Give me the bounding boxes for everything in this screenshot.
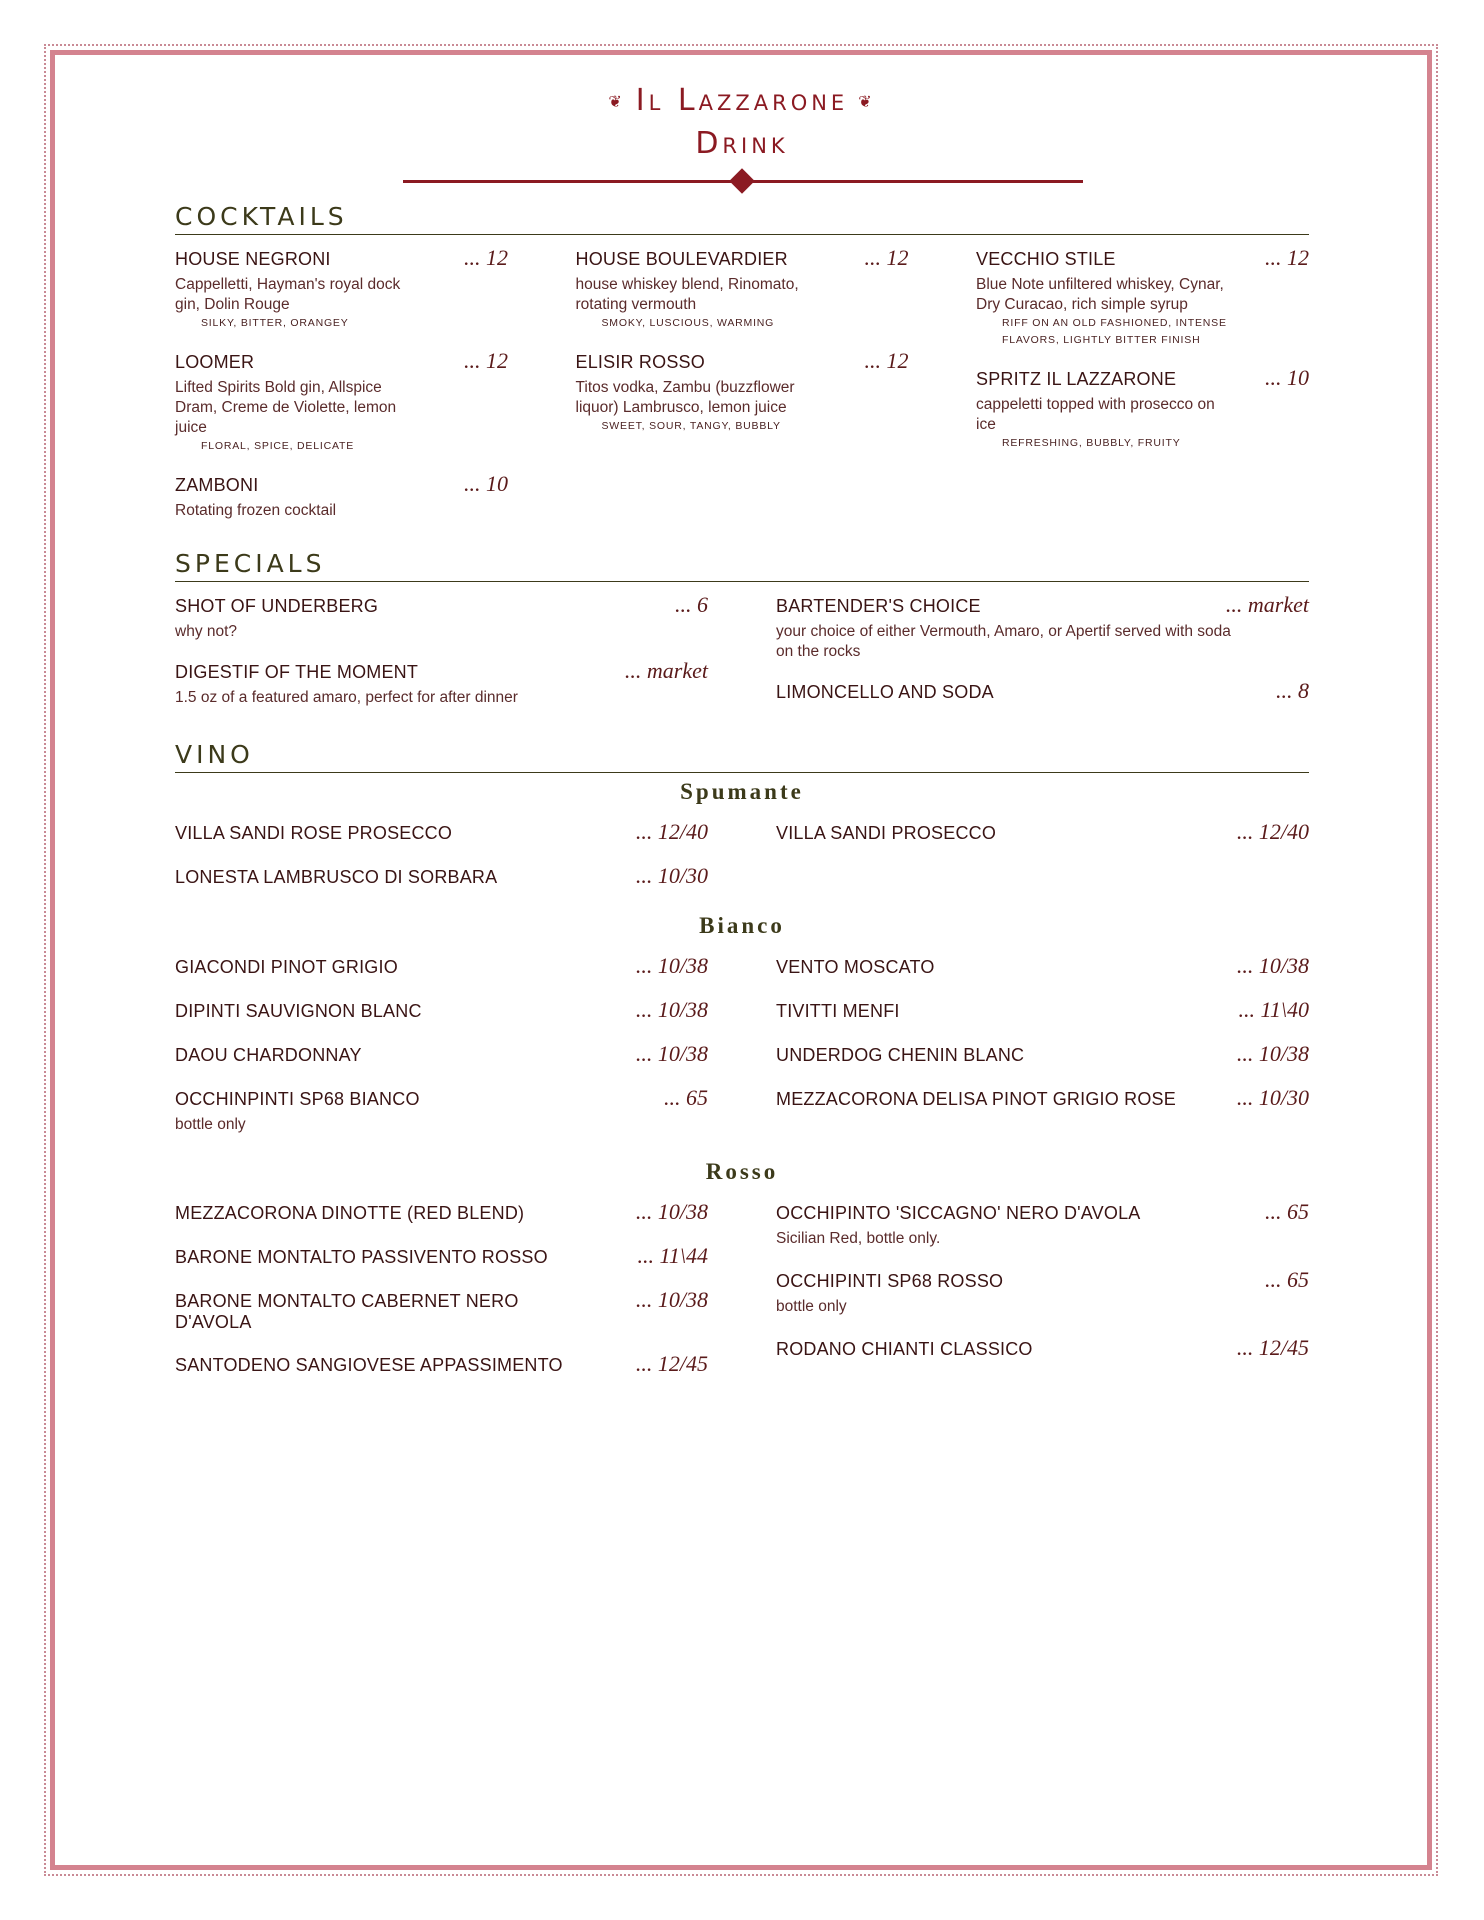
item-price: ... 12/45	[635, 1351, 708, 1376]
menu-item	[576, 348, 909, 435]
item-price: ... 10/38	[635, 1199, 708, 1224]
item-row	[175, 1243, 708, 1269]
item-description: Titos vodka, Zambu (buzzflower liquor) Lambrusco, lemon juice	[575, 379, 795, 416]
item-name: OCCHINPINTI SP68 BIANCO	[175, 1089, 420, 1109]
special-column	[776, 592, 1309, 724]
item-price: ... 12	[464, 245, 508, 270]
item-description: Sicilian Red, bottle only.	[776, 1230, 941, 1247]
menu-item	[976, 365, 1309, 452]
item-description: house whiskey blend, Rinomato, rotating vermouth	[575, 276, 799, 313]
item-row	[776, 1267, 1309, 1293]
wine-column	[776, 1199, 1309, 1395]
vino-section	[175, 740, 1309, 1395]
item-price: ... 12	[864, 245, 909, 270]
item-price: ... 10/30	[635, 863, 708, 888]
item-name: VILLA SANDI ROSE PROSECCO	[175, 823, 453, 843]
wine-column	[175, 953, 708, 1153]
item-price: ... 12	[1265, 245, 1309, 270]
item-row	[576, 348, 909, 374]
menu-content	[175, 76, 1309, 1395]
diamond-ornament-icon	[729, 168, 754, 193]
item-name: MEZZACORONA DINOTTE (RED BLEND)	[175, 1203, 525, 1223]
item-row	[776, 592, 1309, 618]
item-price: ... market	[624, 658, 708, 683]
item-tasting-notes: RIFF ON AN OLD FASHIONED, INTENSE FLAVORS, LIGHTLY BITTER FINISH	[1002, 317, 1227, 346]
menu-item	[175, 1287, 708, 1333]
item-price: ... 12/40	[635, 819, 708, 844]
item-name: DIGESTIF OF THE MOMENT	[175, 662, 419, 682]
menu-item	[576, 245, 909, 332]
wine-column	[776, 953, 1309, 1153]
menu-item	[175, 348, 508, 455]
item-name: UNDERDOG CHENIN BLANC	[776, 1045, 1025, 1065]
item-price: ... 11\44	[637, 1243, 708, 1268]
wine-columns	[175, 953, 1309, 1153]
item-name: LIMONCELLO AND SODA	[776, 682, 994, 702]
item-name: BARONE MONTALTO CABERNET NERO D'AVOLA	[175, 1291, 519, 1332]
menu-item	[776, 1199, 1309, 1249]
item-name: RODANO CHIANTI CLASSICO	[776, 1339, 1033, 1359]
item-row	[175, 1199, 708, 1225]
menu-item	[175, 997, 708, 1023]
item-price: ... 10	[1265, 365, 1309, 390]
item-price: ... 10/38	[635, 1041, 708, 1066]
item-name: HOUSE NEGRONI	[175, 249, 331, 269]
item-name: BARONE MONTALTO PASSIVENTO ROSSO	[175, 1247, 548, 1267]
item-name: DIPINTI SAUVIGNON BLANC	[175, 1001, 422, 1021]
item-price: ... 10/38	[1236, 1041, 1309, 1066]
item-price: ... 6	[675, 592, 708, 617]
menu-item	[776, 997, 1309, 1023]
item-row	[776, 678, 1309, 704]
item-name: MEZZACORONA DELISA PINOT GRIGIO ROSE	[776, 1089, 1176, 1109]
wine-group	[175, 779, 1309, 907]
menu-item	[776, 592, 1309, 662]
menu-item	[175, 863, 708, 889]
item-row	[776, 819, 1309, 845]
wine-groups	[175, 779, 1309, 1395]
item-name: TIVITTI MENFI	[776, 1001, 900, 1021]
wine-group-title: Spumante	[680, 779, 804, 804]
menu-item	[776, 1041, 1309, 1067]
item-name: HOUSE BOULEVARDIER	[575, 249, 788, 269]
wine-columns	[175, 819, 1309, 907]
special-column	[175, 592, 708, 724]
item-name: SHOT OF UNDERBERG	[175, 596, 379, 616]
item-row	[776, 1085, 1309, 1111]
item-name: BARTENDER'S CHOICE	[776, 596, 981, 616]
item-row	[175, 1041, 708, 1067]
item-name: VILLA SANDI PROSECCO	[776, 823, 997, 843]
item-name: SPRITZ IL LAZZARONE	[976, 369, 1177, 389]
wine-group	[175, 913, 1309, 1153]
item-name: OCCHIPINTI SP68 ROSSO	[776, 1271, 1004, 1291]
item-price: ... 8	[1276, 678, 1309, 703]
item-name: VENTO MOSCATO	[776, 957, 935, 977]
item-description: Lifted Spirits Bold gin, Allspice Dram, Creme de Violette, lemon juice	[175, 379, 397, 436]
item-description: Blue Note unfiltered whiskey, Cynar, Dry Curacao, rich simple syrup	[976, 276, 1224, 313]
item-row	[776, 1041, 1309, 1067]
ornament-left-icon: ❦	[608, 91, 626, 111]
menu-item	[175, 1243, 708, 1269]
item-description: cappeletti topped with prosecco on ice	[976, 396, 1215, 433]
item-price: ... 12	[864, 348, 909, 373]
menu-item	[175, 953, 708, 979]
section-title: VINO	[175, 740, 1309, 773]
menu-header	[175, 84, 1309, 194]
item-name: LONESTA LAMBRUSCO DI SORBARA	[175, 867, 498, 887]
item-name: DAOU CHARDONNAY	[175, 1045, 362, 1065]
item-description: Rotating frozen cocktail	[175, 502, 337, 519]
item-price: ... 10/38	[1236, 953, 1309, 978]
item-row	[576, 245, 909, 271]
item-tasting-notes: REFRESHING, BUBBLY, FRUITY	[1002, 437, 1181, 449]
item-row	[976, 365, 1309, 391]
item-price: ... 11\40	[1238, 997, 1309, 1022]
menu-item	[776, 678, 1309, 704]
item-price: ... 12/40	[1236, 819, 1309, 844]
item-tasting-notes: SMOKY, LUSCIOUS, WARMING	[601, 317, 775, 329]
menu-item	[776, 1335, 1309, 1361]
menu-item	[776, 819, 1309, 845]
menu-item	[175, 1351, 708, 1377]
item-price: ... 10/38	[635, 953, 708, 978]
menu-item	[175, 1199, 708, 1225]
wine-group-title: Rosso	[705, 1159, 779, 1184]
item-row	[776, 1335, 1309, 1361]
wine-column	[776, 819, 1309, 907]
item-tasting-notes: SILKY, BITTER, ORANGEY	[201, 317, 349, 329]
special-columns	[175, 592, 1309, 724]
item-row	[175, 592, 708, 618]
item-price: ... market	[1225, 592, 1309, 617]
cocktails-section	[175, 202, 1309, 537]
menu-item	[175, 1085, 708, 1135]
item-row	[175, 997, 708, 1023]
menu-subtitle: Drink	[695, 125, 789, 161]
menu-item	[175, 245, 508, 332]
item-row	[776, 997, 1309, 1023]
menu-item	[776, 953, 1309, 979]
item-description: why not?	[175, 623, 238, 640]
menu-item	[175, 1041, 708, 1067]
wine-column	[175, 1199, 708, 1395]
item-row	[175, 1351, 708, 1377]
item-tasting-notes: SWEET, SOUR, TANGY, BUBBLY	[601, 420, 781, 432]
menu-item	[976, 245, 1309, 349]
menu-item	[175, 471, 508, 521]
item-name: OCCHIPINTO 'SICCAGNO' NERO D'AVOLA	[776, 1203, 1141, 1223]
item-name: GIACONDI PINOT GRIGIO	[175, 957, 398, 977]
item-row	[175, 1085, 708, 1111]
wine-group	[175, 1159, 1309, 1395]
item-tasting-notes: FLORAL, SPICE, DELICATE	[201, 440, 354, 452]
item-price: ... 10/38	[635, 997, 708, 1022]
item-row	[175, 1287, 708, 1333]
item-description: your choice of either Vermouth, Amaro, or Apertif served with soda on the rocks	[776, 623, 1231, 660]
item-row	[976, 245, 1309, 271]
wine-columns	[175, 1199, 1309, 1395]
menu-item	[175, 658, 708, 708]
item-price: ... 10	[464, 471, 508, 496]
item-name: SANTODENO SANGIOVESE APPASSIMENTO	[175, 1355, 563, 1375]
wine-column	[175, 819, 708, 907]
item-name: ELISIR ROSSO	[575, 352, 705, 372]
item-description: Cappelletti, Hayman's royal dock gin, Dolin Rouge	[175, 276, 401, 313]
wine-group-title: Bianco	[699, 913, 785, 938]
item-row	[776, 953, 1309, 979]
item-price: ... 65	[664, 1085, 708, 1110]
item-name: LOOMER	[175, 352, 255, 372]
ornament-right-icon: ❦	[858, 91, 876, 111]
cocktail-column	[175, 245, 508, 537]
restaurant-name: ❦ Il Lazzarone ❦	[608, 83, 876, 118]
menu-item	[175, 592, 708, 642]
item-row	[175, 953, 708, 979]
item-row	[175, 819, 708, 845]
item-description: bottle only	[776, 1298, 847, 1315]
cocktail-column	[576, 245, 909, 537]
section-title: COCKTAILS	[175, 202, 1309, 235]
item-name: ZAMBONI	[175, 475, 259, 495]
item-row	[175, 471, 508, 497]
item-price: ... 65	[1265, 1199, 1309, 1224]
menu-item	[175, 819, 708, 845]
item-name: VECCHIO STILE	[976, 249, 1116, 269]
item-row	[175, 863, 708, 889]
item-price: ... 65	[1265, 1267, 1309, 1292]
item-description: 1.5 oz of a featured amaro, perfect for after dinner	[175, 689, 518, 706]
item-price: ... 10/38	[635, 1287, 708, 1312]
item-price: ... 10/30	[1236, 1085, 1309, 1110]
menu-item	[776, 1267, 1309, 1317]
item-row	[776, 1199, 1309, 1225]
item-row	[175, 658, 708, 684]
item-row	[175, 348, 508, 374]
section-title: SPECIALS	[175, 549, 1309, 582]
item-row	[175, 245, 508, 271]
cocktail-columns	[175, 245, 1309, 537]
item-price: ... 12	[464, 348, 508, 373]
specials-section	[175, 549, 1309, 724]
cocktail-column	[976, 245, 1309, 537]
menu-item	[776, 1085, 1309, 1111]
item-price: ... 12/45	[1236, 1335, 1309, 1360]
item-description: bottle only	[175, 1116, 246, 1133]
